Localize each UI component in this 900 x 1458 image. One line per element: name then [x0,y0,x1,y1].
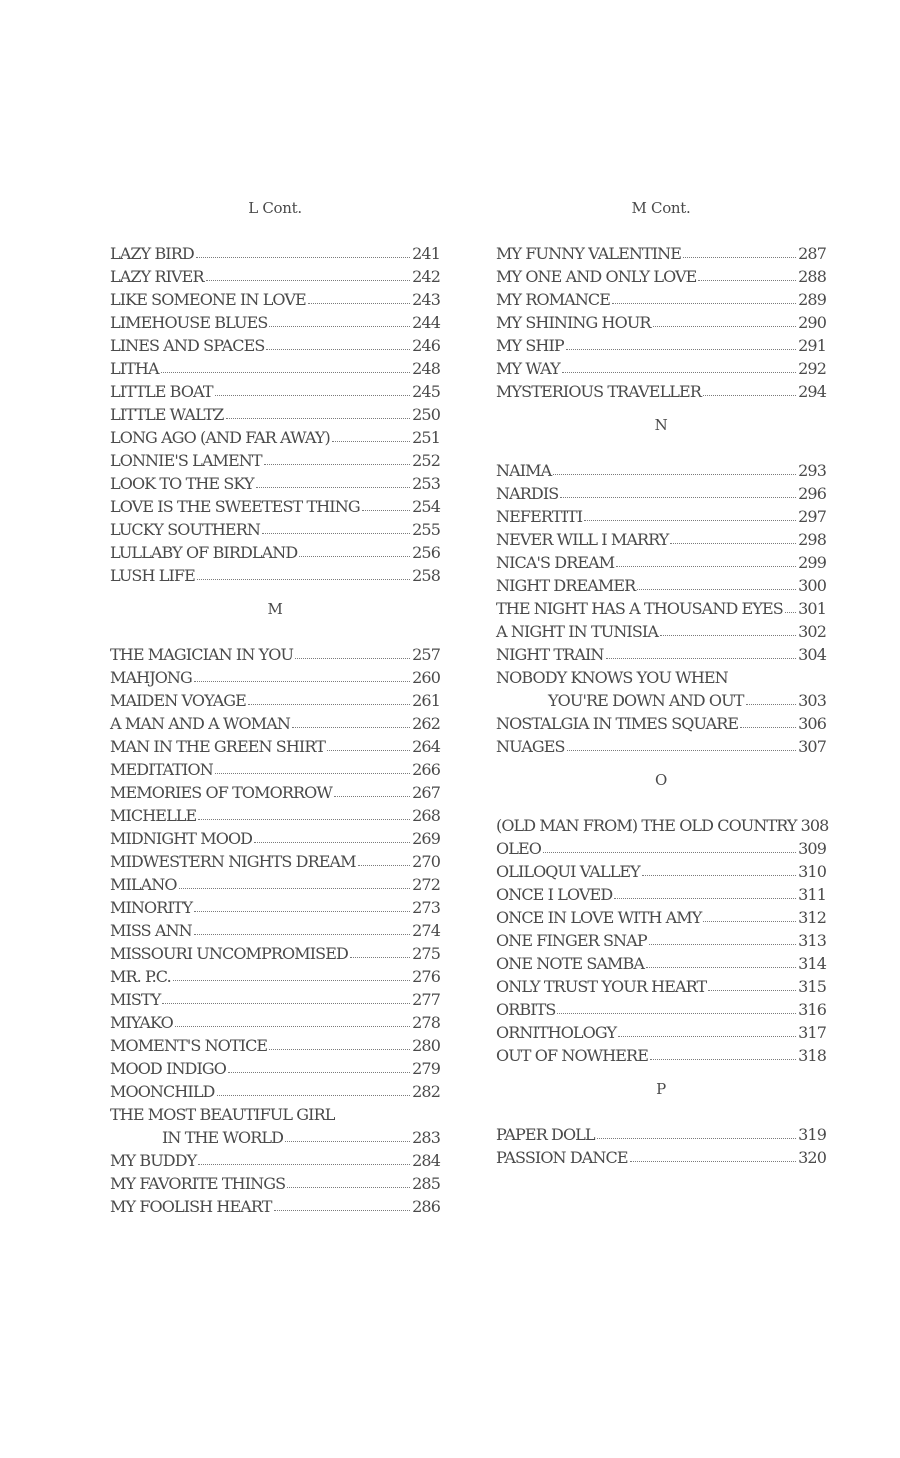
dot-leader [649,931,796,945]
toc-entry-title: LOVE IS THE SWEETEST THING [110,497,360,516]
dot-leader [785,599,796,613]
toc-entry-page: 314 [798,954,826,973]
toc-entry-title: NUAGES [496,737,565,756]
toc-entry [110,518,440,541]
dot-leader [708,977,796,991]
toc-entry [496,906,826,929]
toc-entry-page: 264 [412,737,440,756]
toc-entry-page: 313 [798,931,826,950]
toc-entry-title: MIDWESTERN NIGHTS DREAM [110,852,356,871]
toc-entry-page: 289 [798,290,826,309]
toc-entry [110,403,440,426]
toc-entry [496,860,826,883]
toc-entry-title: NICA'S DREAM [496,553,615,572]
toc-entry-title: MAIDEN VOYAGE [110,691,246,710]
toc-entry [496,883,826,906]
toc-entry [110,1195,440,1218]
dot-leader [746,691,797,705]
toc-entry [110,1172,440,1195]
toc-entry [110,781,440,804]
dot-leader [308,290,410,304]
section-heading: P [656,1080,666,1098]
toc-entry-title: NOSTALGIA IN TIMES SQUARE [496,714,739,733]
toc-entry-page: 292 [798,359,826,378]
toc-entry [496,1044,826,1067]
dot-leader [650,1046,796,1060]
toc-entry [110,1034,440,1057]
toc-entry-title: MIDNIGHT MOOD [110,829,253,848]
toc-entry [496,735,826,758]
toc-entry-title: THE NIGHT HAS A THOUSAND EYES [496,599,783,618]
toc-entry [496,505,826,528]
toc-entry-title-continuation: YOU'RE DOWN AND OUT [548,691,744,710]
toc-entry-title: LONNIE'S LAMENT [110,451,262,470]
toc-entry-title: MY FUNNY VALENTINE [496,244,682,263]
toc-entry-title: NEFERTITI [496,507,583,526]
toc-entry [110,896,440,919]
toc-entry-title: LIKE SOMEONE IN LOVE [110,290,306,309]
dot-leader [562,359,796,373]
toc-entry [110,541,440,564]
dot-leader [597,1125,797,1139]
toc-entry [496,1123,826,1146]
dot-leader [215,382,411,396]
toc-entry [496,1021,826,1044]
toc-entry-title: MY WAY [496,359,560,378]
toc-entry-title: LUSH LIFE [110,566,195,585]
toc-entry [496,998,826,1021]
dot-leader [334,783,410,797]
toc-entry-title: MISTY [110,990,161,1009]
toc-entry [110,564,440,587]
toc-entry [110,643,440,666]
toc-entry-title: MEMORIES OF TOMORROW [110,783,332,802]
dot-leader [248,691,410,705]
dot-leader [269,313,410,327]
toc-entry [496,975,826,998]
toc-entry [110,1080,440,1103]
toc-entry-title: MY SHINING HOUR [496,313,651,332]
toc-entry [496,929,826,952]
toc-entry-page: 304 [798,645,826,664]
dot-leader [703,908,796,922]
toc-entry-page: 300 [798,576,826,595]
toc-entry [496,597,826,620]
toc-entry-title: ONLY TRUST YOUR HEART [496,977,707,996]
toc-entry-page: 279 [412,1059,440,1078]
toc-entry-title: OLEO [496,839,541,858]
toc-entry-title: PAPER DOLL [496,1125,595,1144]
dot-leader [698,267,796,281]
toc-entry-title: OLILOQUI VALLEY [496,862,640,881]
dot-leader [557,1000,796,1014]
dot-leader [295,645,410,659]
toc-entry-page: 288 [798,267,826,286]
toc-entry [110,712,440,735]
toc-entry-page: 296 [798,484,826,503]
toc-entry-title: THE MOST BEAUTIFUL GIRL [110,1105,335,1124]
toc-entry-title: LONG AGO (AND FAR AWAY) [110,428,330,447]
toc-entry-title: OUT OF NOWHERE [496,1046,648,1065]
dot-leader [553,461,796,475]
toc-entry [110,242,440,265]
dot-leader [299,543,410,557]
toc-entry-page: 307 [798,737,826,756]
toc-entry-title: MY FAVORITE THINGS [110,1174,286,1193]
toc-entry [496,712,826,735]
toc-entry-title: MY SHIP [496,336,564,355]
toc-entry [110,334,440,357]
toc-entry [496,620,826,643]
dot-leader [206,267,411,281]
toc-entry [110,965,440,988]
toc-entry [110,495,440,518]
toc-entry-page: 251 [412,428,440,447]
toc-entry-title: LAZY BIRD [110,244,194,263]
toc-entry-continuation [110,1126,440,1149]
dot-leader [362,497,410,511]
toc-entry-page: 318 [798,1046,826,1065]
toc-entry-page: 241 [412,244,440,263]
toc-entry-continuation [496,689,826,712]
toc-entry-page: 280 [412,1036,440,1055]
toc-entry-title: ONCE I LOVED [496,885,613,904]
toc-entry-title: MAN IN THE GREEN SHIRT [110,737,325,756]
toc-entry [110,666,440,689]
toc-entry [496,380,826,403]
toc-entry-page: 273 [412,898,440,917]
dot-leader [226,405,411,419]
toc-entry-title: (OLD MAN FROM) THE OLD COUNTRY [496,816,797,835]
toc-entry-page: 278 [412,1013,440,1032]
toc-entry [110,426,440,449]
dot-leader [162,990,410,1004]
dot-leader [606,645,797,659]
dot-leader [194,921,410,935]
toc-entry-title: LIMEHOUSE BLUES [110,313,268,332]
section-heading: M [267,600,283,618]
toc-entry-page: 286 [412,1197,440,1216]
toc-entry [110,472,440,495]
dot-leader [584,507,796,521]
toc-entry-title: MYSTERIOUS TRAVELLER [496,382,701,401]
dot-leader [173,967,410,981]
toc-entry-title: MOOD INDIGO [110,1059,226,1078]
toc-entry [496,482,826,505]
toc-entry-title: ORBITS [496,1000,556,1019]
dot-leader [637,576,796,590]
dot-leader [194,898,410,912]
toc-entry-page: 256 [412,543,440,562]
toc-entry-title: MOONCHILD [110,1082,215,1101]
toc-entry [110,380,440,403]
toc-entry-page: 317 [798,1023,826,1042]
dot-leader [327,737,410,751]
toc-entry-title: NIGHT DREAMER [496,576,636,595]
toc-entry-page: 290 [798,313,826,332]
dot-leader [560,484,796,498]
dot-leader [614,885,796,899]
toc-entry-page: 298 [798,530,826,549]
toc-entry-page: 242 [412,267,440,286]
toc-entry-page: 320 [798,1148,826,1167]
toc-entry-title: NARDIS [496,484,559,503]
dot-leader [616,553,796,567]
dot-leader [262,520,410,534]
toc-entry-page: 262 [412,714,440,733]
toc-entry-page: 252 [412,451,440,470]
toc-entry-title: PASSION DANCE [496,1148,628,1167]
dot-leader [254,829,410,843]
toc-entry-page: 270 [412,852,440,871]
toc-entry-page: 246 [412,336,440,355]
toc-entry-page: 272 [412,875,440,894]
dot-leader [630,1148,797,1162]
section-heading: N [654,416,668,434]
section-heading: O [655,771,667,789]
toc-entry-page: 268 [412,806,440,825]
toc-entry [110,873,440,896]
toc-entry-page: 285 [412,1174,440,1193]
toc-entry [496,814,829,837]
dot-leader [567,737,797,751]
dot-leader [358,852,410,866]
toc-entry-title: MEDITATION [110,760,213,779]
toc-entry-title: MILANO [110,875,177,894]
toc-entry-title: A MAN AND A WOMAN [110,714,290,733]
toc-entry [496,643,826,666]
dot-leader [703,382,796,396]
toc-entry [496,459,826,482]
dot-leader [653,313,797,327]
toc-entry-title-continuation: IN THE WORLD [162,1128,284,1147]
dot-leader [350,944,410,958]
toc-entry-page: 269 [412,829,440,848]
toc-entry-title: MISS ANN [110,921,192,940]
toc-entry-page: 291 [798,336,826,355]
toc-entry-page: 303 [798,691,826,710]
dot-leader [332,428,410,442]
toc-entry [496,837,826,860]
toc-entry-page: 255 [412,520,440,539]
toc-entry-title: LITHA [110,359,159,378]
dot-leader [197,566,410,580]
toc-entry-page: 274 [412,921,440,940]
toc-entry-page: 308 [800,816,829,835]
toc-entry-title: MISSOURI UNCOMPROMISED [110,944,348,963]
toc-entry-page: 260 [412,668,440,687]
toc-entry-title: NOBODY KNOWS YOU WHEN [496,668,728,687]
toc-entry [110,1057,440,1080]
toc-entry-page: 243 [412,290,440,309]
toc-entry-page: 294 [798,382,826,401]
toc-entry-page: 245 [412,382,440,401]
toc-entry-page: 266 [412,760,440,779]
toc-entry-title: LOOK TO THE SKY [110,474,254,493]
toc-entry [110,827,440,850]
toc-entry [110,919,440,942]
toc-entry-page: 302 [798,622,826,641]
toc-entry-page: 311 [798,885,826,904]
dot-leader [194,668,410,682]
toc-entry [110,689,440,712]
toc-entry-title: LINES AND SPACES [110,336,265,355]
toc-entry [496,357,826,380]
toc-entry [110,988,440,1011]
dot-leader [264,451,411,465]
toc-entry-title: NIGHT TRAIN [496,645,604,664]
toc-entry [110,804,440,827]
toc-entry-page: 282 [412,1082,440,1101]
toc-entry-page: 297 [798,507,826,526]
toc-entry-title: ONE FINGER SNAP [496,931,647,950]
dot-leader [175,1013,410,1027]
toc-entry-page: 301 [798,599,826,618]
dot-leader [196,244,410,258]
dot-leader [269,1036,410,1050]
dot-leader [670,530,796,544]
toc-entry-title: MINORITY [110,898,193,917]
toc-entry-title: MY ROMANCE [496,290,611,309]
toc-entry [496,1146,826,1169]
toc-entry-title: ONE NOTE SAMBA [496,954,645,973]
toc-entry [496,288,826,311]
toc-entry [496,311,826,334]
dot-leader [198,1151,410,1165]
toc-entry [496,666,826,689]
dot-leader [256,474,410,488]
toc-entry-title: MY FOOLISH HEART [110,1197,272,1216]
toc-entry-title: MICHELLE [110,806,197,825]
toc-entry-title: ONCE IN LOVE WITH AMY [496,908,702,927]
toc-entry-title: LULLABY OF BIRDLAND [110,543,298,562]
dot-leader [660,622,796,636]
dot-leader [228,1059,410,1073]
toc-entry-page: 319 [798,1125,826,1144]
toc-entry [110,1011,440,1034]
dot-leader [285,1128,410,1142]
toc-entry-page: 276 [412,967,440,986]
toc-entry [496,528,826,551]
toc-entry [496,334,826,357]
toc-entry-page: 267 [412,783,440,802]
section-heading: L Cont. [248,199,302,217]
toc-entry-title: LITTLE WALTZ [110,405,224,424]
section-heading: M Cont. [631,199,691,217]
toc-entry [110,311,440,334]
toc-entry-page: 306 [798,714,826,733]
dot-leader [646,954,796,968]
toc-entry-page: 312 [798,908,826,927]
dot-leader [642,862,796,876]
toc-entry-title: MAHJONG [110,668,192,687]
toc-entry-page: 309 [798,839,826,858]
dot-leader [198,806,410,820]
dot-leader [683,244,796,258]
dot-leader [287,1174,410,1188]
toc-entry [110,942,440,965]
toc-entry [110,850,440,873]
dot-leader [215,760,410,774]
dot-leader [543,839,796,853]
dot-leader [566,336,796,350]
toc-entry-title: ORNITHOLOGY [496,1023,617,1042]
toc-entry [110,449,440,472]
toc-entry-page: 316 [798,1000,826,1019]
toc-entry-page: 261 [412,691,440,710]
toc-entry-page: 257 [412,645,440,664]
toc-entry-page: 275 [412,944,440,963]
dot-leader [179,875,411,889]
toc-entry [496,242,826,265]
toc-entry-title: THE MAGICIAN IN YOU [110,645,294,664]
toc-entry-title: LITTLE BOAT [110,382,213,401]
dot-leader [292,714,410,728]
toc-entry-title: A NIGHT IN TUNISIA [496,622,658,641]
toc-entry-title: LUCKY SOUTHERN [110,520,260,539]
toc-entry-page: 287 [798,244,826,263]
toc-entry-page: 244 [412,313,440,332]
toc-entry-title: MY BUDDY [110,1151,197,1170]
toc-entry-title: MIYAKO [110,1013,173,1032]
toc-entry-title: MR. P.C. [110,967,171,986]
toc-entry [110,1103,440,1126]
toc-entry [110,357,440,380]
toc-entry [496,952,826,975]
toc-entry-page: 293 [798,461,826,480]
toc-entry-page: 250 [412,405,440,424]
dot-leader [618,1023,796,1037]
toc-entry [496,551,826,574]
toc-entry-title: MY ONE AND ONLY LOVE [496,267,697,286]
toc-entry-page: 299 [798,553,826,572]
toc-entry [496,574,826,597]
toc-entry [496,265,826,288]
toc-entry-page: 248 [412,359,440,378]
toc-entry-title: MOMENT'S NOTICE [110,1036,268,1055]
dot-leader [217,1082,411,1096]
toc-entry-title: NEVER WILL I MARRY [496,530,669,549]
dot-leader [740,714,796,728]
toc-entry-title: LAZY RIVER [110,267,204,286]
toc-entry-title: NAIMA [496,461,552,480]
toc-entry [110,288,440,311]
toc-entry-page: 315 [798,977,826,996]
toc-entry-page: 283 [412,1128,440,1147]
toc-entry-page: 254 [412,497,440,516]
toc-entry-page: 258 [412,566,440,585]
dot-leader [161,359,411,373]
toc-entry [110,735,440,758]
toc-entry-page: 310 [798,862,826,881]
toc-entry-page: 277 [412,990,440,1009]
toc-entry [110,1149,440,1172]
toc-entry [110,758,440,781]
dot-leader [274,1197,411,1211]
dot-leader [612,290,796,304]
toc-entry [110,265,440,288]
toc-entry-page: 253 [412,474,440,493]
dot-leader [266,336,410,350]
toc-entry-page: 284 [412,1151,440,1170]
